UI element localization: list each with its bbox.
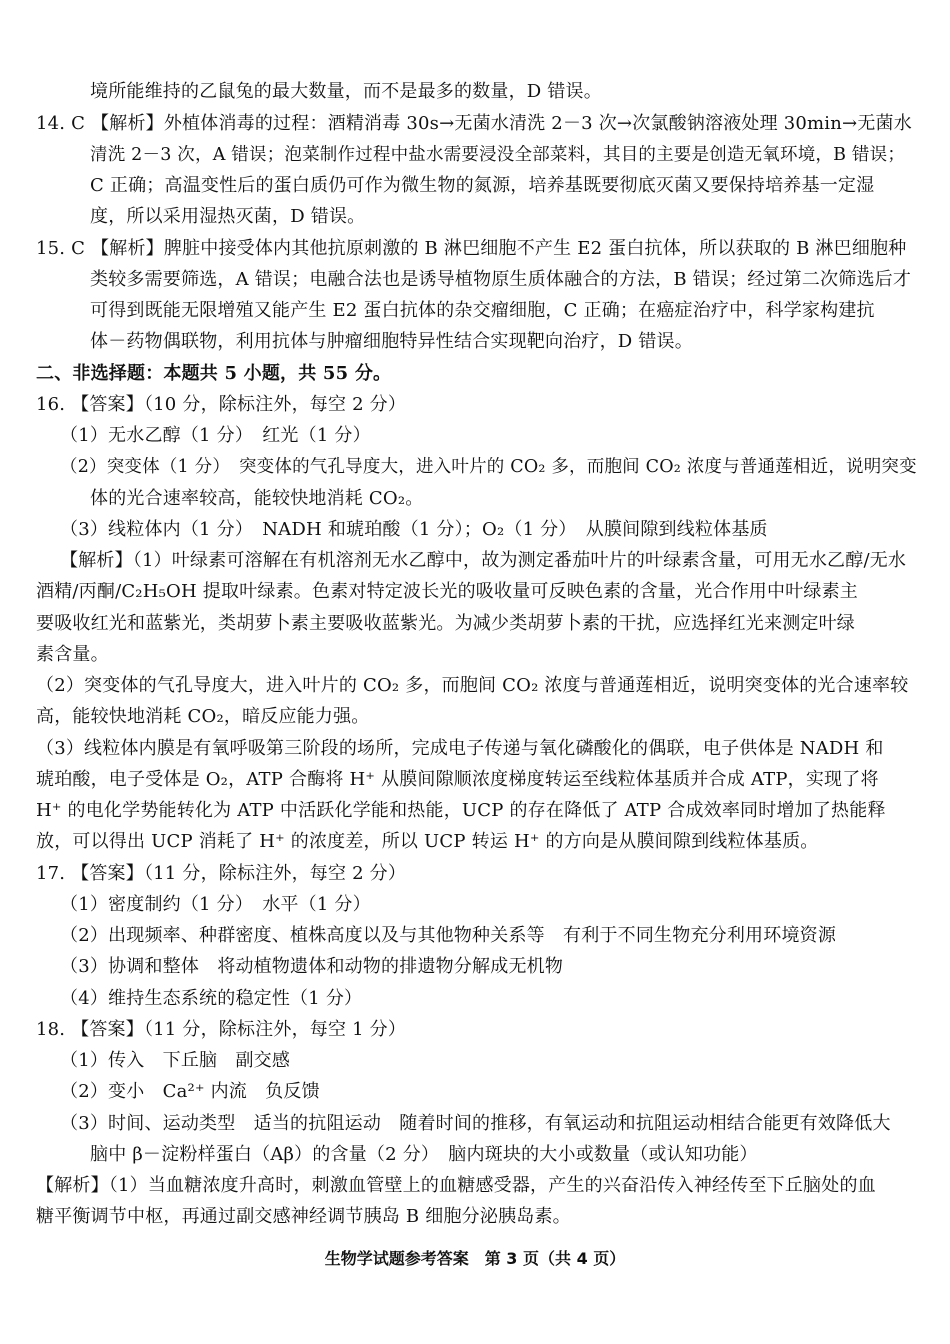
- text-line: （1）无水乙醇（1 分） 红光（1 分）: [60, 425, 371, 446]
- text-line: 境所能维持的乙鼠兔的最大数量，而不是最多的数量，D 错误。: [90, 81, 602, 102]
- text-line: 可得到既能无限增殖又能产生 E2 蛋白抗体的杂交瘤细胞，C 正确；在癌症治疗中，科学家构建抗: [90, 300, 875, 321]
- text-line: 17. 【答案】（11 分，除标注外，每空 2 分）: [36, 863, 407, 884]
- text-line: 体的光合速率较高，能较快地消耗 CO₂。: [90, 488, 424, 509]
- section-heading: 二、非选择题：本题共 5 小题，共 55 分。: [36, 363, 392, 384]
- text-line: 要吸收红光和蓝紫光，类胡萝卜素主要吸收蓝紫光。为减少类胡萝卜素的干扰，应选择红光来测定叶绿: [36, 613, 855, 634]
- text-line: 高，能较快地消耗 CO₂，暗反应能力强。: [36, 706, 370, 727]
- text-line: H⁺ 的电化学势能转化为 ATP 中活跃化学能和热能，UCP 的存在降低了 ATP 合成效率同时增加了热能释: [36, 800, 886, 821]
- text-line: （3）时间、运动类型 适当的抗阻运动 随着时间的推移，有氧运动和抗阻运动相结合能更有效降低大: [60, 1113, 891, 1134]
- text-line: （3）线粒体内（1 分） NADH 和琥珀酸（1 分）；O₂（1 分） 从膜间隙到线粒体基质: [60, 519, 768, 540]
- text-line: 体－药物偶联物，利用抗体与肿瘤细胞特异性结合实现靶向治疗，D 错误。: [90, 331, 693, 352]
- text-line: 15. C 【解析】脾脏中接受体内其他抗原刺激的 B 淋巴细胞不产生 E2 蛋白抗体，所以获取的 B 淋巴细胞种: [36, 238, 907, 259]
- text-line: 18. 【答案】（11 分，除标注外，每空 1 分）: [36, 1019, 407, 1040]
- text-line: 素含量。: [36, 644, 109, 665]
- text-line: 度，所以采用湿热灭菌，D 错误。: [90, 206, 366, 227]
- text-line: （1）密度制约（1 分） 水平（1 分）: [60, 894, 371, 915]
- text-line: （2）变小 Ca²⁺ 内流 负反馈: [60, 1081, 320, 1102]
- text-line: 16. 【答案】（10 分，除标注外，每空 2 分）: [36, 394, 407, 415]
- text-line: 琥珀酸，电子受体是 O₂，ATP 合酶将 H⁺ 从膜间隙顺浓度梯度转运至线粒体基质并合成 ATP，实现了将: [36, 769, 879, 790]
- text-line: （3）协调和整体 将动植物遗体和动物的排遗物分解成无机物: [60, 956, 564, 977]
- text-line: 糖平衡调节中枢，再通过副交感神经调节胰岛 B 细胞分泌胰岛素。: [36, 1206, 571, 1227]
- text-line: 脑中 β－淀粉样蛋白（Aβ）的含量（2 分） 脑内斑块的大小或数量（或认知功能）: [90, 1144, 758, 1165]
- text-line: （3）线粒体内膜是有氧呼吸第三阶段的场所，完成电子传递与氧化磷酸化的偶联，电子供体是 NADH 和: [36, 738, 884, 759]
- text-line: （2）突变体（1 分） 突变体的气孔导度大，进入叶片的 CO₂ 多，而胞间 CO₂ 浓度与普通莲相近，说明突变: [60, 457, 917, 477]
- text-line: 【解析】（1）叶绿素可溶解在有机溶剂无水乙醇中，故为测定番茄叶片的叶绿素含量，可用无水乙醇/无水: [60, 550, 907, 571]
- text-line: C 正确；高温变性后的蛋白质仍可作为微生物的氮源，培养基既要彻底灭菌又要保持培养基一定湿: [90, 175, 875, 196]
- text-line: 14. C 【解析】外植体消毒的过程：酒精消毒 30s→无菌水清洗 2－3 次→次氯酸钠溶液处理 30min→无菌水: [36, 113, 912, 134]
- text-line: （2）出现频率、种群密度、植株高度以及与其他物种关系等 有利于不同生物充分利用环境资源: [60, 925, 837, 946]
- text-line: （1）传入 下丘脑 副交感: [60, 1050, 291, 1071]
- text-line: 【解析】（1）当血糖浓度升高时，刺激血管壁上的血糖感受器，产生的兴奋沿传入神经传至下丘脑处的血: [36, 1175, 876, 1196]
- text-line: 清洗 2－3 次，A 错误；泡菜制作过程中盐水需要浸没全部菜料，其目的主要是创造无氧环境，B 错误；: [90, 145, 906, 165]
- text-line: 酒精/丙酮/C₂H₅OH 提取叶绿素。色素对特定波长光的吸收量可反映色素的含量，光合作用中叶绿素主: [36, 581, 859, 602]
- text-line: （2）突变体的气孔导度大，进入叶片的 CO₂ 多，而胞间 CO₂ 浓度与普通莲相近，说明突变体的光合速率较: [36, 675, 909, 696]
- page-footer: 生物学试题参考答案 第 3 页（共 4 页）: [324, 1249, 626, 1268]
- text-line: 放，可以得出 UCP 消耗了 H⁺ 的浓度差，所以 UCP 转运 H⁺ 的方向是从膜间隙到线粒体基质。: [36, 831, 819, 852]
- text-line: 类较多需要筛选，A 错误；电融合法也是诱导植物原生质体融合的方法，B 错误；经过第二次筛选后才: [90, 269, 912, 290]
- text-line: （4）维持生态系统的稳定性（1 分）: [60, 988, 363, 1009]
